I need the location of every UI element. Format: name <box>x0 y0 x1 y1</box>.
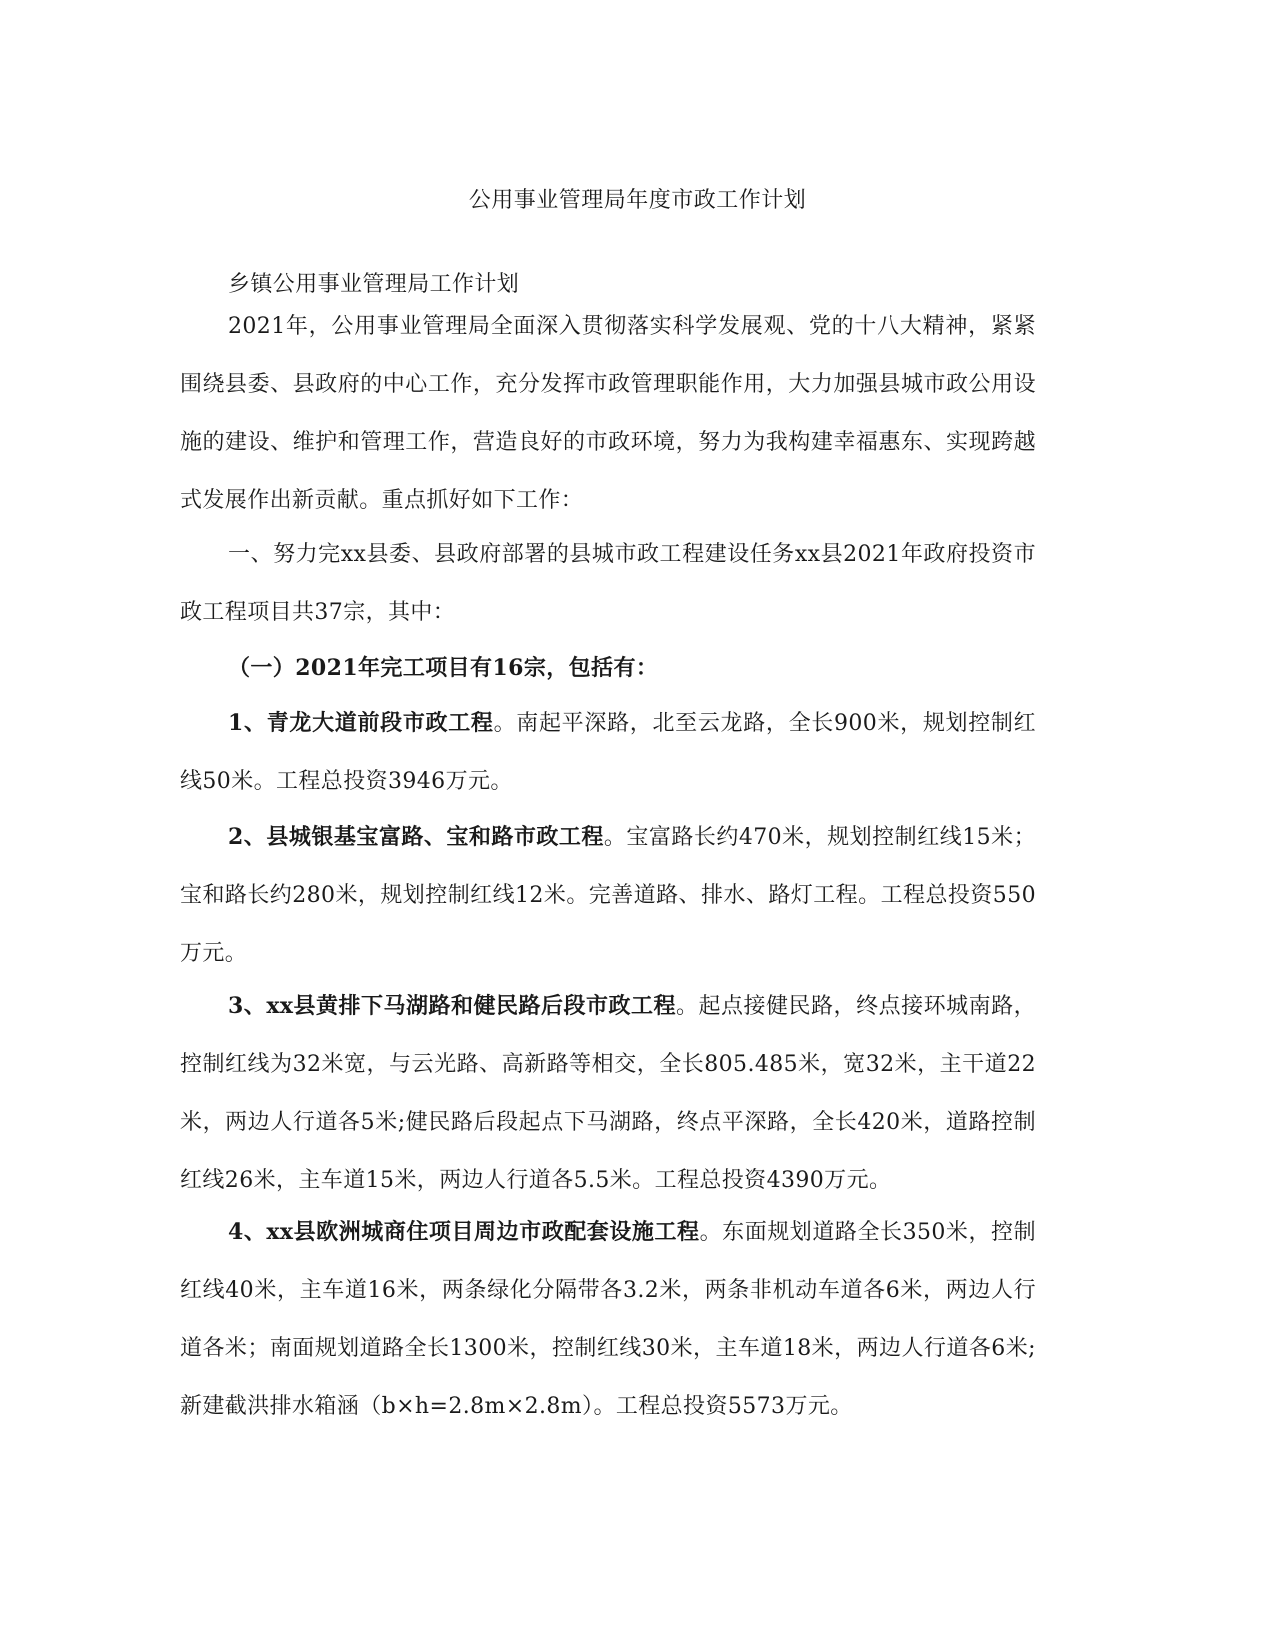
subsection-1-heading: （一）2021年完工项目有16宗，包括有： <box>228 655 659 681</box>
project-item <box>180 1203 1036 1436</box>
project-item <box>180 808 1036 983</box>
project-item-heading: 4、xx县欧洲城商住项目周边市政配套设施工程 <box>228 1219 700 1245</box>
section-1-paragraph: 一、努力完xx县委、县政府部署的县城市政工程建设任务xx县2021年政府投资市政工程项目共37宗，其中： <box>180 542 1036 625</box>
document-subtitle: 乡镇公用事业管理局工作计划 <box>228 272 520 297</box>
project-item-body: 。南起平深路，北至云龙路，全长900米，规划控制红线50米。工程总投资3946万元。 <box>180 711 1037 794</box>
document-title: 公用事业管理局年度市政工作计划 <box>468 188 807 213</box>
project-item-heading: 3、xx县黄排下马湖路和健民路后段市政工程 <box>228 993 677 1019</box>
project-item <box>180 977 1036 1210</box>
project-item <box>180 694 1036 811</box>
project-item-heading: 2、县城银基宝富路、宝和路市政工程 <box>228 824 604 850</box>
project-item-body: 。东面规划道路全长350米，控制红线40米，主车道16米，两条绿化分隔带各3.2米，两条非机动车道各6米，两边人行道各米；南面规划道路全长1300米，控制红线30米，主车道18米，两边人行道各6米;新建截洪排水箱涵（b×h=2.8m×2.8m）。工程总投资5573万元。 <box>180 1220 1036 1419</box>
project-item-heading: 1、青龙大道前段市政工程 <box>228 710 494 736</box>
project-item-body: 。起点接健民路，终点接环城南路，控制红线为32米宽，与云光路、高新路等相交，全长805.485米，宽32米，主干道22米，两边人行道各5米;健民路后段起点下马湖路，终点平深路，全长420米，道路控制红线26米，主车道15米，两边人行道各5.5米。工程总投资4390万元。 <box>180 994 1036 1193</box>
project-item-body: 。宝富路长约470米，规划控制红线15米；宝和路长约280米，规划控制红线12米。完善道路、排水、路灯工程。工程总投资550万元。 <box>180 825 1036 966</box>
intro-paragraph: 2021年，公用事业管理局全面深入贯彻落实科学发展观、党的十八大精神，紧紧围绕县委、县政府的中心工作，充分发挥市政管理职能作用，大力加强县城市政公用设施的建设、维护和管理工作，营造良好的市政环境，努力为我构建幸福惠东、实现跨越式发展作出新贡献。重点抓好如下工作： <box>180 314 1036 513</box>
